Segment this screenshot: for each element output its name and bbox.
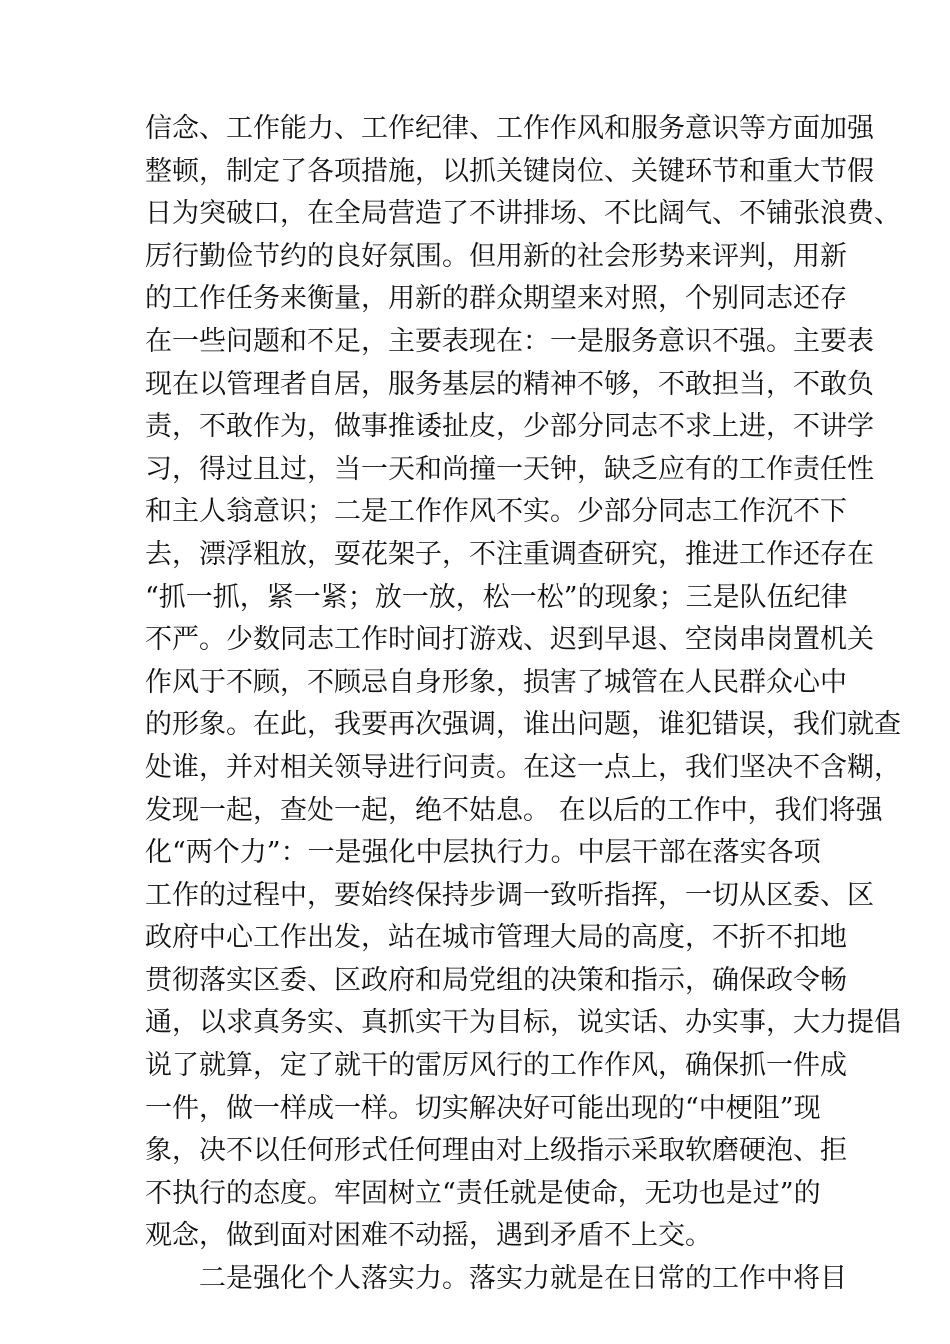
text-line: 不严。少数同志工作时间打游戏、迟到早退、空岗串岗置机关 <box>145 624 874 656</box>
text-line: 说了就算，定了就干的雷厉风行的工作作风，确保抓一件成 <box>145 1050 847 1082</box>
text-line: 一件，做一样成一样。切实解决好可能出现的“中梗阻”现 <box>145 1092 821 1124</box>
indented-paragraph-line: 二是强化个人落实力。落实力就是在日常的工作中将目 <box>199 1263 847 1295</box>
text-line: 现在以管理者自居，服务基层的精神不够，不敢担当，不敢负 <box>145 368 874 400</box>
text-line: 的工作任务来衡量，用新的群众期望来对照，个别同志还存 <box>145 283 847 315</box>
text-line: 作风于不顾，不顾忌自身形象，损害了城管在人民群众心中 <box>145 666 847 698</box>
text-line: 发现一起，查处一起，绝不姑息。 在以后的工作中，我们将强 <box>145 794 883 826</box>
text-line: 通，以求真务实、真抓实干为目标，说实话、办实事，大力提倡 <box>145 1007 901 1039</box>
text-line: 信念、工作能力、工作纪律、工作作风和服务意识等方面加强 <box>145 113 874 144</box>
text-line: 贯彻落实区委、区政府和局党组的决策和指示，确保政令畅 <box>145 964 847 996</box>
text-line: 责，不敢作为，做事推诿扯皮，少部分同志不求上进，不讲学 <box>145 411 874 443</box>
text-line: 和主人翁意识；二是工作作风不实。少部分同志工作沉不下 <box>145 496 847 528</box>
text-line: 习，得过且过，当一天和尚撞一天钟，缺乏应有的工作责任性 <box>145 453 874 485</box>
text-line: 处谁，并对相关领导进行问责。在这一点上，我们坚决不含糊， <box>145 751 901 783</box>
paragraph-end-line: 观念，做到面对困难不动摇，遇到矛盾不上交。 <box>145 1220 712 1252</box>
text-line: 政府中心工作出发，站在城市管理大局的高度，不折不扣地 <box>145 922 847 954</box>
text-line: 象，决不以任何形式任何理由对上级指示采取软磨硬泡、拒 <box>145 1135 847 1167</box>
text-line: 不执行的态度。牢固树立“责任就是使命，无功也是过”的 <box>145 1177 821 1209</box>
text-line: 工作的过程中，要始终保持步调一致听指挥，一切从区委、区 <box>145 879 874 911</box>
text-line: 日为突破口，在全局营造了不讲排场、不比阔气、不铺张浪费、 <box>145 198 901 230</box>
text-line: 的形象。在此，我要再次强调，谁出问题，谁犯错误，我们就查 <box>145 709 901 741</box>
text-line: 在一些问题和不足，主要表现在：一是服务意识不强。主要表 <box>145 325 874 357</box>
text-line: 去，漂浮粗放，耍花架子，不注重调查研究，推进工作还存在 <box>145 538 874 570</box>
text-line: “抓一抓，紧一紧；放一放，松一松”的现象；三是队伍纪律 <box>145 581 848 613</box>
text-line: 化“两个力”：一是强化中层执行力。中层干部在落实各项 <box>145 837 821 869</box>
body-text <box>145 108 901 1301</box>
text-line: 厉行勤俭节约的良好氛围。但用新的社会形势来评判，用新 <box>145 240 847 272</box>
text-line: 整顿，制定了各项措施，以抓关键岗位、关键环节和重大节假 <box>145 155 874 187</box>
